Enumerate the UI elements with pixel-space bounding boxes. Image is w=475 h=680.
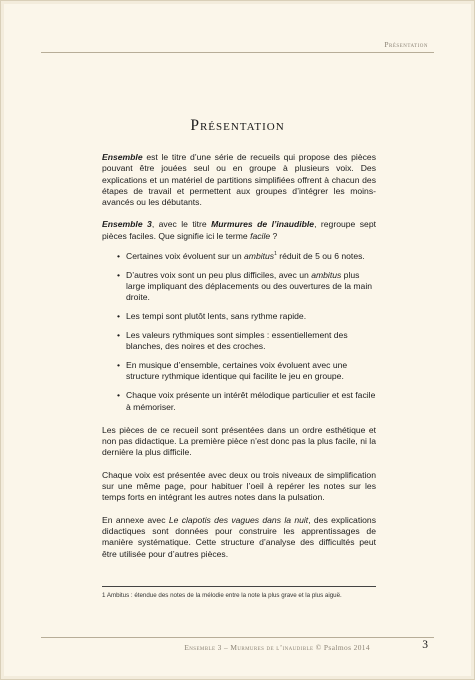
page-footer — [184, 643, 370, 652]
list-item: • Les tempi sont plutôt lents, sans rythme rapide. — [117, 311, 376, 322]
volume-text-a: , avec le titre — [151, 219, 212, 230]
annex-text-a: En annexe avec — [102, 514, 169, 525]
running-head: Présentation — [384, 40, 428, 49]
footer-rule — [41, 637, 434, 638]
page-title: Présentation — [190, 117, 285, 134]
volume-text-b: , regroupe sept pièces faciles. Que signifie ici le terme — [102, 219, 377, 241]
footnote-rule — [102, 586, 376, 587]
footer-copyright: © Psalmos 2014 — [313, 643, 370, 652]
bullet-2-text-b: plus large impliquant des déplacements ou des ouvertures de la main droite. — [126, 269, 373, 303]
intro-text: est le titre d’une série de recueils qui propose des pièces pouvant être jouées seul ou en groupe à plusieurs voix. Des explications et un matériel de partitions simplifiées offrent à chacun des étapes de travail et permettent aux groupes d’intégrer les moins-avancés ou les débutants. — [102, 152, 376, 208]
page-number: 3 — [422, 639, 428, 651]
annex-piece-title: Le clapotis des vagues dans la nuit — [168, 514, 309, 525]
list-item: • Les valeurs rythmiques sont simples : essentiellement des blanches, des noires et des croches. — [117, 330, 376, 353]
term-facile: facile — [250, 230, 271, 241]
volume-title: Ensemble 3 — [102, 219, 152, 230]
annex-paragraph — [102, 515, 376, 560]
list-item — [117, 251, 376, 262]
volume-subtitle: Murmures de l’inaudible — [211, 219, 315, 230]
list-item: • Chaque voix présente un intérêt mélodique particulier et est facile à mémoriser. — [117, 390, 376, 413]
term-ambitus: ambitus — [311, 269, 342, 280]
term-ambitus: ambitus — [244, 251, 275, 262]
intro-paragraph — [102, 152, 376, 208]
header-rule — [41, 52, 434, 53]
list-item — [117, 270, 376, 304]
criteria-list — [102, 251, 376, 413]
bullet-2-text-a: D’autres voix sont un peu plus difficiles, avec un — [126, 269, 312, 280]
bullet-1-text-b: réduit de 5 ou 6 notes. — [276, 251, 365, 262]
series-title: Ensemble — [102, 152, 143, 162]
list-item: • En musique d’ensemble, certaines voix évoluent avec une structure rythmique identique qui facilite le jeu en groupe. — [117, 360, 376, 383]
order-paragraph: Les pièces de ce recueil sont présentées dans un ordre esthétique et non pas didactique. La première pièce n’est donc pas la plus facile, ni la dernière la plus difficile. — [102, 424, 376, 458]
footer-book-title: Murmures de l’inaudible — [230, 643, 314, 652]
body-text — [102, 152, 376, 571]
levels-paragraph: Chaque voix est présentée avec deux ou trois niveaux de simplification sur une même page, pour habituer l’oeil à repérer les notes sur les temps forts en intégrant les autres notes dans la pulsation. — [102, 469, 376, 503]
footer-series: Ensemble 3 — [184, 643, 222, 652]
footer-separator: – — [221, 643, 231, 652]
footnote-marker: 1 — [274, 251, 277, 258]
footnote: 1 Ambitus : étendue des notes de la mélodie entre la note la plus grave et la plus aiguë. — [102, 592, 342, 599]
bullet-1-text-a: Certaines voix évoluent sur un — [126, 251, 244, 262]
volume-text-c: ? — [270, 230, 278, 241]
volume-paragraph — [102, 219, 376, 242]
annex-text-b: , des explications didactiques sont données pour construire les apprentissages de manière systématique. Cette structure d’analyse des difficultés peut être utilisée pour d’autres pièces. — [102, 514, 376, 559]
